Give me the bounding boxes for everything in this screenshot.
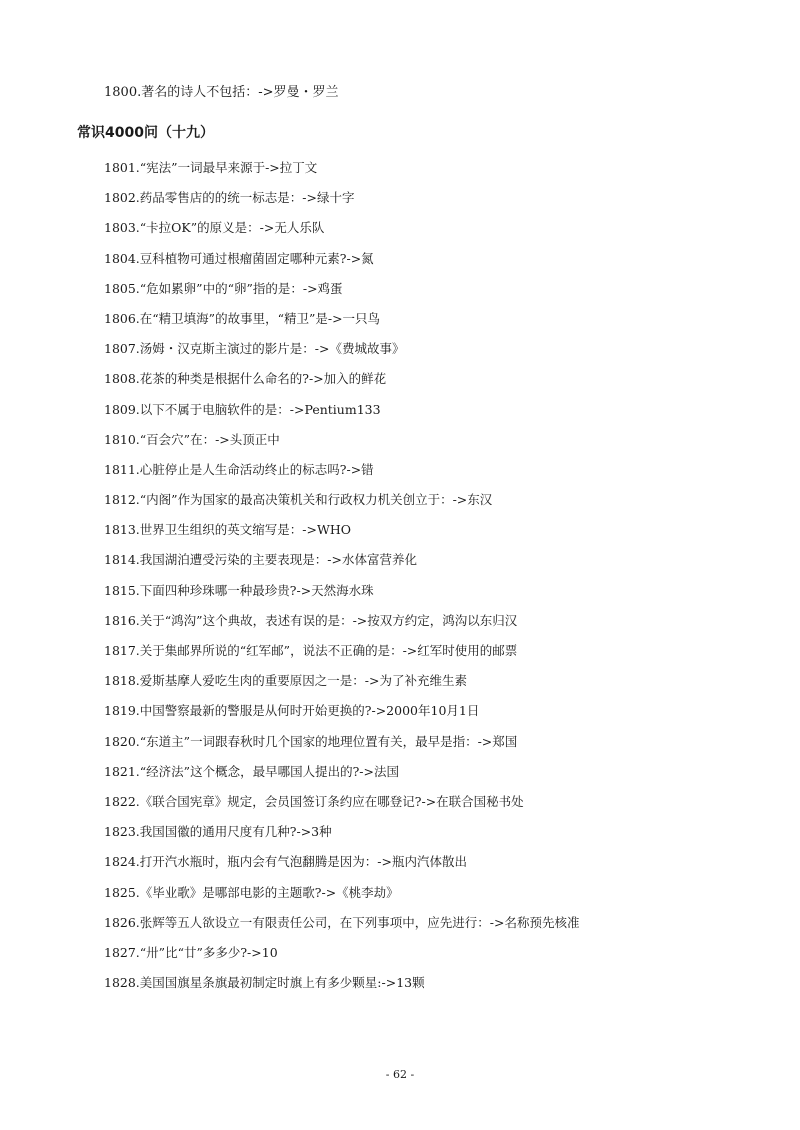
list-item: 1813.世界卫生组织的英文缩写是：->WHO bbox=[104, 522, 351, 538]
list-item: 1808.花茶的种类是根据什么命名的?->加入的鲜花 bbox=[104, 371, 387, 387]
section-title: 常识4000问（十九） bbox=[77, 125, 214, 141]
list-item: 1812.“内阁”作为国家的最高决策机关和行政权力机关创立于：->东汉 bbox=[104, 492, 493, 508]
list-item: 1815.下面四种珍珠哪一种最珍贵?->天然海水珠 bbox=[104, 582, 374, 598]
question-1800: 1800.著名的诗人不包括：->罗曼・罗兰 bbox=[104, 85, 339, 100]
list-item: 1805.“危如累卵”中的“卵”指的是：->鸡蛋 bbox=[104, 280, 343, 296]
list-item: 1822.《联合国宪章》规定，会员国签订条约应在哪登记?->在联合国秘书处 bbox=[104, 793, 524, 809]
list-item: 1801.“宪法”一词最早来源于->拉丁文 bbox=[104, 160, 318, 175]
list-item: 1821.“经济法”这个概念，最早哪国人提出的?->法国 bbox=[104, 763, 399, 779]
list-item: 1810.“百会穴”在：->头顶正中 bbox=[104, 431, 280, 447]
list-item: 1827.“卅”比“廿”多多少?->10 bbox=[104, 944, 278, 960]
qa-list bbox=[104, 159, 579, 1004]
list-item: 1817.关于集邮界所说的“红军邮”，说法不正确的是：->红军时使用的邮票 bbox=[104, 643, 518, 658]
list-item: 1804.豆科植物可通过根瘤菌固定哪种元素?->氮 bbox=[104, 250, 374, 266]
list-item: 1826.张辉等五人欲设立一有限责任公司，在下列事项中，应先进行：->名称预先核准 bbox=[104, 914, 580, 930]
list-item: 1814.我国湖泊遭受污染的主要表现是：->水体富营养化 bbox=[104, 552, 417, 568]
page-number: - 62 - bbox=[385, 1068, 415, 1081]
list-item: 1819.中国警察最新的警服是从何时开始更换的?->2000年10月1日 bbox=[104, 703, 480, 719]
list-item: 1806.在“精卫填海”的故事里，“精卫”是->一只鸟 bbox=[104, 310, 381, 326]
list-item: 1811.心脏停止是人生命活动终止的标志吗?->错 bbox=[104, 461, 374, 477]
list-item: 1803.“卡拉OK”的原义是：->无人乐队 bbox=[104, 220, 325, 236]
list-item: 1823.我国国徽的通用尺度有几种?->3种 bbox=[104, 824, 332, 840]
list-item: 1807.汤姆・汉克斯主演过的影片是：->《费城故事》 bbox=[104, 341, 405, 357]
list-item: 1818.爱斯基摩人爱吃生肉的重要原因之一是：->为了补充维生素 bbox=[104, 673, 467, 689]
list-item: 1824.打开汽水瓶时，瓶内会有气泡翻腾是因为：->瓶内汽体散出 bbox=[104, 854, 467, 870]
list-item: 1809.以下不属于电脑软件的是：->Pentium133 bbox=[104, 401, 381, 417]
list-item: 1825.《毕业歌》是哪部电影的主题歌?->《桃李劫》 bbox=[104, 884, 399, 900]
list-item: 1828.美国国旗星条旗最初制定时旗上有多少颗星:->13颗 bbox=[104, 975, 425, 991]
list-item: 1816.关于“鸿沟”这个典故，表述有误的是：->按双方约定，鸿沟以东归汉 bbox=[104, 612, 518, 628]
list-item: 1802.药品零售店的的统一标志是：->绿十字 bbox=[104, 190, 355, 206]
list-item: 1820.“东道主”一词跟春秋时几个国家的地理位置有关，最早是指：->郑国 bbox=[104, 733, 518, 749]
